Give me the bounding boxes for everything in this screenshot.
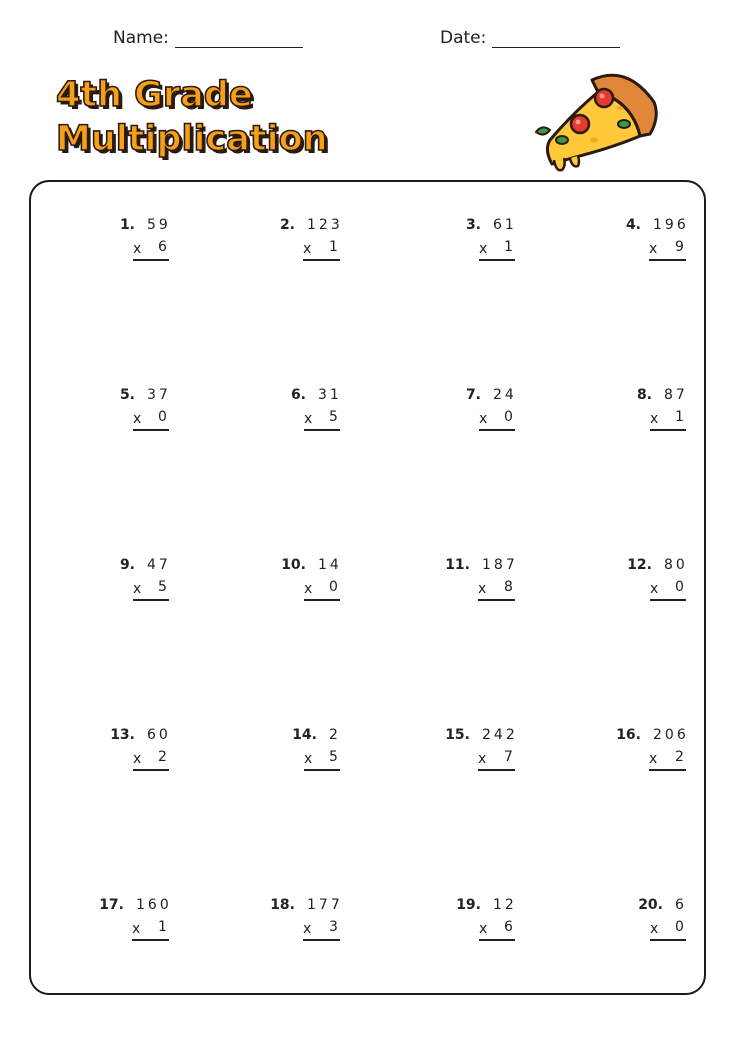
date-field[interactable] [440,28,620,48]
problem-number: 14. [292,727,317,743]
multiplicand: 6 [675,897,687,913]
multiplicand: 47 [147,557,171,573]
multiplicand: 206 [653,727,689,743]
answer-line[interactable] [478,769,515,771]
multiplicand: 242 [482,727,518,743]
multiplier: 6 [504,919,513,935]
multiplier: 0 [675,579,684,595]
times-sign: x [303,241,312,257]
multiplier: 9 [675,239,684,255]
times-sign: x [650,921,659,937]
times-sign: x [479,411,488,427]
times-sign: x [479,921,488,937]
page-title [56,73,328,161]
times-sign: x [133,241,142,257]
answer-line[interactable] [304,599,340,601]
problem-number: 7. [465,387,481,403]
pizza-icon [532,62,660,176]
answer-line[interactable] [478,599,515,601]
multiplicand: 14 [318,557,342,573]
problem-16 [576,692,696,767]
multiplier: 1 [329,239,338,255]
times-sign: x [650,581,659,597]
answer-line[interactable] [650,599,686,601]
multiplicand: 80 [664,557,688,573]
problem-number: 12. [627,557,652,573]
multiplicand: 187 [482,557,518,573]
problem-5 [59,352,179,427]
problem-10 [230,522,350,597]
answer-line[interactable] [133,769,169,771]
multiplier: 3 [329,919,338,935]
multiplicand: 24 [493,387,517,403]
problem-6 [230,352,350,427]
problem-20 [576,862,696,937]
problem-12 [576,522,696,597]
answer-line[interactable] [133,259,169,261]
multiplier: 8 [504,579,513,595]
problem-number: 1. [119,217,135,233]
answer-line[interactable] [650,429,686,431]
answer-line[interactable] [650,939,686,941]
multiplier: 5 [329,749,338,765]
answer-line[interactable] [133,599,169,601]
problem-number: 3. [465,217,481,233]
problem-15 [405,692,525,767]
problem-number: 10. [281,557,306,573]
problem-number: 8. [636,387,652,403]
multiplier: 1 [675,409,684,425]
multiplicand: 177 [307,897,343,913]
answer-line[interactable] [649,259,686,261]
problem-number: 9. [119,557,135,573]
multiplicand: 59 [147,217,171,233]
problem-number: 19. [456,897,481,913]
multiplier: 2 [675,749,684,765]
multiplier: 2 [158,749,167,765]
times-sign: x [133,581,142,597]
answer-line[interactable] [303,939,340,941]
multiplier: 0 [158,409,167,425]
problem-11 [405,522,525,597]
multiplier: 0 [329,579,338,595]
multiplicand: 123 [307,217,343,233]
problem-18 [230,862,350,937]
times-sign: x [649,241,658,257]
multiplier: 6 [158,239,167,255]
times-sign: x [304,751,313,767]
multiplicand: 160 [136,897,172,913]
multiplicand: 87 [664,387,688,403]
date-label: Date: [440,28,487,48]
multiplier: 7 [504,749,513,765]
problem-number: 11. [445,557,470,573]
times-sign: x [303,921,312,937]
multiplier: 0 [675,919,684,935]
answer-line[interactable] [132,939,169,941]
answer-line[interactable] [304,429,340,431]
problem-number: 18. [270,897,295,913]
multiplicand: 60 [147,727,171,743]
times-sign: x [650,411,659,427]
times-sign: x [479,241,488,257]
problem-number: 5. [119,387,135,403]
answer-line[interactable] [479,259,515,261]
problem-13 [59,692,179,767]
multiplicand: 31 [318,387,342,403]
problem-19 [405,862,525,937]
answer-line[interactable] [479,429,515,431]
answer-line[interactable] [649,769,686,771]
problem-number: 6. [290,387,306,403]
problem-number: 2. [279,217,295,233]
problem-number: 15. [445,727,470,743]
problems-board [29,180,706,995]
problem-4 [576,182,696,257]
answer-line[interactable] [133,429,169,431]
problem-number: 20. [638,897,663,913]
problem-number: 4. [625,217,641,233]
answer-line[interactable] [479,939,515,941]
answer-line[interactable] [304,769,340,771]
problem-17 [59,862,179,937]
problem-9 [59,522,179,597]
multiplicand: 61 [493,217,517,233]
date-blank-line[interactable] [492,29,620,48]
times-sign: x [478,751,487,767]
name-field[interactable] [113,28,303,48]
multiplier: 5 [158,579,167,595]
multiplicand: 12 [493,897,517,913]
problem-8 [576,352,696,427]
multiplier: 1 [504,239,513,255]
title-line-2: Multiplication [56,119,328,159]
multiplier: 0 [504,409,513,425]
times-sign: x [132,921,141,937]
answer-line[interactable] [303,259,340,261]
problem-2 [230,182,350,257]
multiplicand: 196 [653,217,689,233]
problem-7 [405,352,525,427]
title-line-1: 4th Grade [56,75,253,115]
times-sign: x [649,751,658,767]
multiplier: 5 [329,409,338,425]
problem-3 [405,182,525,257]
problem-number: 17. [99,897,124,913]
times-sign: x [133,751,142,767]
times-sign: x [478,581,487,597]
times-sign: x [304,411,313,427]
multiplicand: 2 [329,727,341,743]
name-label: Name: [113,28,169,48]
problem-14 [230,692,350,767]
times-sign: x [133,411,142,427]
problem-number: 13. [110,727,135,743]
name-blank-line[interactable] [175,29,303,48]
multiplicand: 37 [147,387,171,403]
times-sign: x [304,581,313,597]
problem-1 [59,182,179,257]
problem-number: 16. [616,727,641,743]
multiplier: 1 [158,919,167,935]
